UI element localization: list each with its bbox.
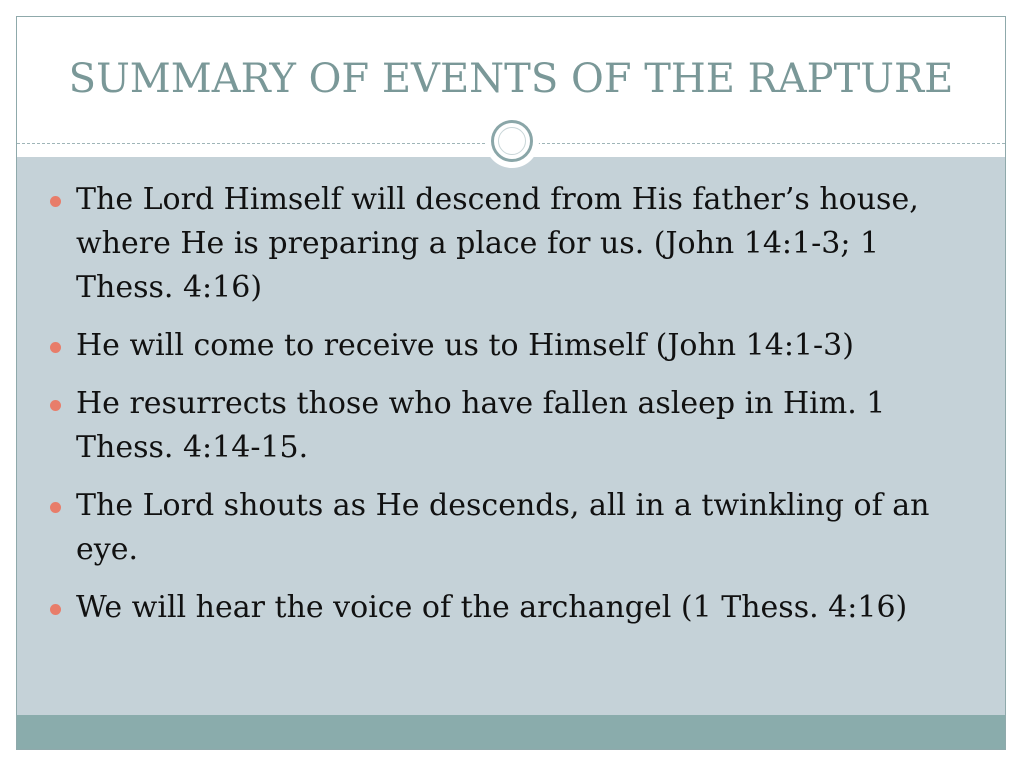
bullet-item	[47, 586, 977, 630]
bullet-item	[47, 324, 977, 368]
circle-ring-ornament-icon	[485, 114, 539, 168]
slide	[16, 16, 1006, 750]
bullet-dot-icon	[50, 502, 61, 513]
footer-bar	[17, 715, 1005, 750]
bullet-text: He will come to receive us to Himself (John 14:1-3)	[76, 328, 854, 363]
bullet-dot-icon	[50, 604, 61, 615]
bullet-dot-icon	[50, 342, 61, 353]
bullet-text: We will hear the voice of the archangel (1 Thess. 4:16)	[76, 590, 908, 625]
bullet-list	[47, 178, 977, 644]
bullet-dot-icon	[50, 196, 61, 207]
bullet-text: He resurrects those who have fallen asleep in Him. 1 Thess. 4:14-15.	[76, 386, 886, 465]
bullet-item	[47, 484, 977, 572]
bullet-item	[47, 382, 977, 470]
bullet-item	[47, 178, 977, 310]
bullet-text: The Lord shouts as He descends, all in a twinkling of an eye.	[76, 488, 930, 567]
bullet-text: The Lord Himself will descend from His father’s house, where He is preparing a place for us. (John 14:1-3; 1 Thess. 4:16)	[76, 182, 919, 305]
bullet-dot-icon	[50, 400, 61, 411]
ornament-inner-ring	[498, 127, 526, 155]
ornament-ring	[491, 120, 533, 162]
slide-title: SUMMARY OF EVENTS OF THE RAPTURE	[68, 56, 954, 102]
